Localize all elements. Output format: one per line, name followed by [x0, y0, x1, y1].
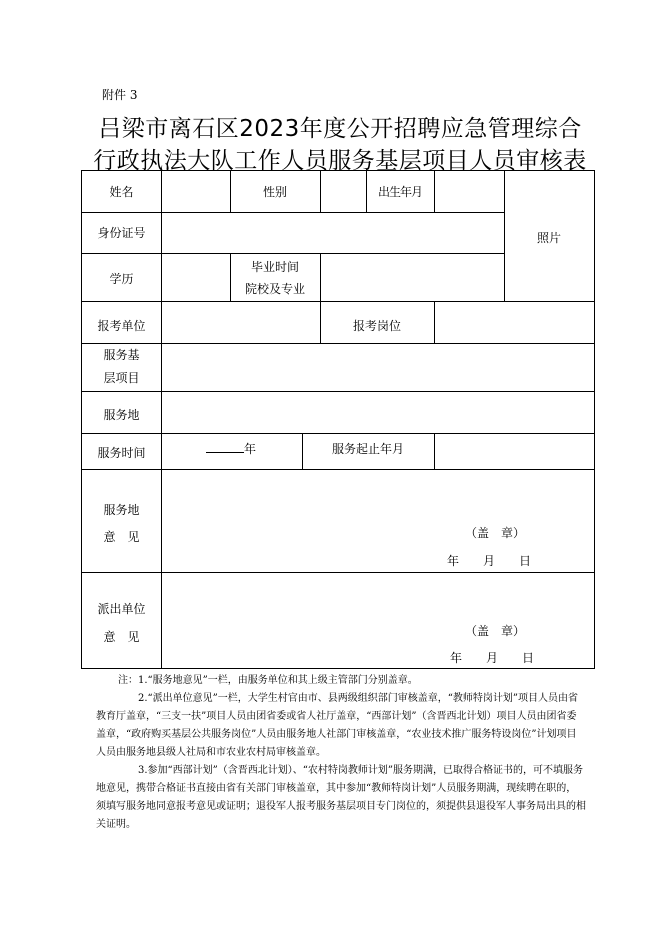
- service-place-label: 服务地: [103, 408, 140, 422]
- school-major-label: 院校及专业: [244, 282, 305, 296]
- project-label-line-1: 服务基: [103, 348, 140, 362]
- service-years-unit: 年: [244, 442, 257, 456]
- graduation-time-label: 毕业时间: [250, 260, 299, 274]
- service-years-field[interactable]: [206, 440, 256, 458]
- project-label-line-2: 层项目: [103, 371, 140, 385]
- photo-label: 照片: [536, 231, 561, 245]
- service-place-field[interactable]: [162, 392, 594, 433]
- note-2: 2.“派出单位意见”一栏，大学生村官由市、县两级组织部门审核盖章，“教师特岗计划”项目人员由省教育厅盖章，“三支一扶”项目人员由团省委或省人社厅盖章，“西部计划”（含晋西北计划）项目人员由团省委盖章，“政府购买基层公共服务岗位”人员由服务地人社部门审核盖章，“农业技术推广服务特设岗位”计划项目人员由服务地县级人社局和市农业农村局审核盖章。: [96, 693, 578, 758]
- service-opinion-label-line-2: 意 见: [103, 530, 140, 544]
- note-3: 3.参加“西部计划”（含晋西北计划）、“农村特岗教师计划”服务期满，已取得合格证书的，可不填服务地意见，携带合格证书直接由省有关部门审核盖章，其中参加“教师特岗计划”人员服务期满，现续聘在职的，须填写服务地同意报考意见或证明；退役军人报考服务基层项目专门岗位的，须提供县退役军人事务局出具的相关证明。: [96, 765, 586, 830]
- notes-section: [96, 672, 586, 834]
- project-field[interactable]: [162, 344, 594, 391]
- dispatch-opinion-label-line-1: 派出单位: [97, 602, 146, 616]
- apply-unit-field[interactable]: [162, 302, 320, 343]
- id-number-field[interactable]: [162, 213, 504, 253]
- apply-unit-label: 报考单位: [97, 319, 146, 333]
- birth-field[interactable]: [435, 172, 504, 212]
- dispatch-opinion-label-line-2: 意 见: [103, 630, 140, 644]
- name-label: 姓名: [109, 185, 134, 199]
- service-period-field[interactable]: [435, 434, 594, 469]
- title-line-2: 行政执法大队工作人员服务基层项目人员审核表: [93, 148, 587, 174]
- name-field[interactable]: [162, 172, 230, 212]
- service-date-text: 年 月 日: [447, 554, 532, 568]
- service-years-underline: [206, 440, 244, 453]
- id-number-label: 身份证号: [97, 226, 146, 240]
- dispatch-date-text: 年 月 日: [450, 651, 535, 665]
- graduation-school-field[interactable]: [321, 254, 504, 301]
- birth-label: 出生年月: [377, 185, 422, 199]
- note-1: 注：1.“服务地意见”一栏，由服务单位和其上级主管部门分别盖章。: [118, 675, 418, 686]
- review-form-table: [81, 170, 595, 669]
- service-time-label: 服务时间: [97, 446, 146, 460]
- title-line-1: 吕梁市离石区2023年度公开招聘应急管理综合: [98, 116, 582, 142]
- gender-label: 性别: [262, 185, 287, 199]
- apply-post-field[interactable]: [435, 302, 594, 343]
- service-period-label: 服务起止年月: [331, 442, 404, 456]
- dispatch-seal-text: （盖 章）: [465, 624, 526, 638]
- service-seal-text: （盖 章）: [465, 526, 526, 540]
- service-opinion-label-line-1: 服务地: [103, 503, 140, 517]
- attachment-label: 附件 3: [102, 88, 138, 102]
- gender-field[interactable]: [321, 172, 366, 212]
- education-label: 学历: [109, 272, 134, 286]
- education-field[interactable]: [162, 254, 230, 301]
- apply-post-label: 报考岗位: [352, 319, 401, 333]
